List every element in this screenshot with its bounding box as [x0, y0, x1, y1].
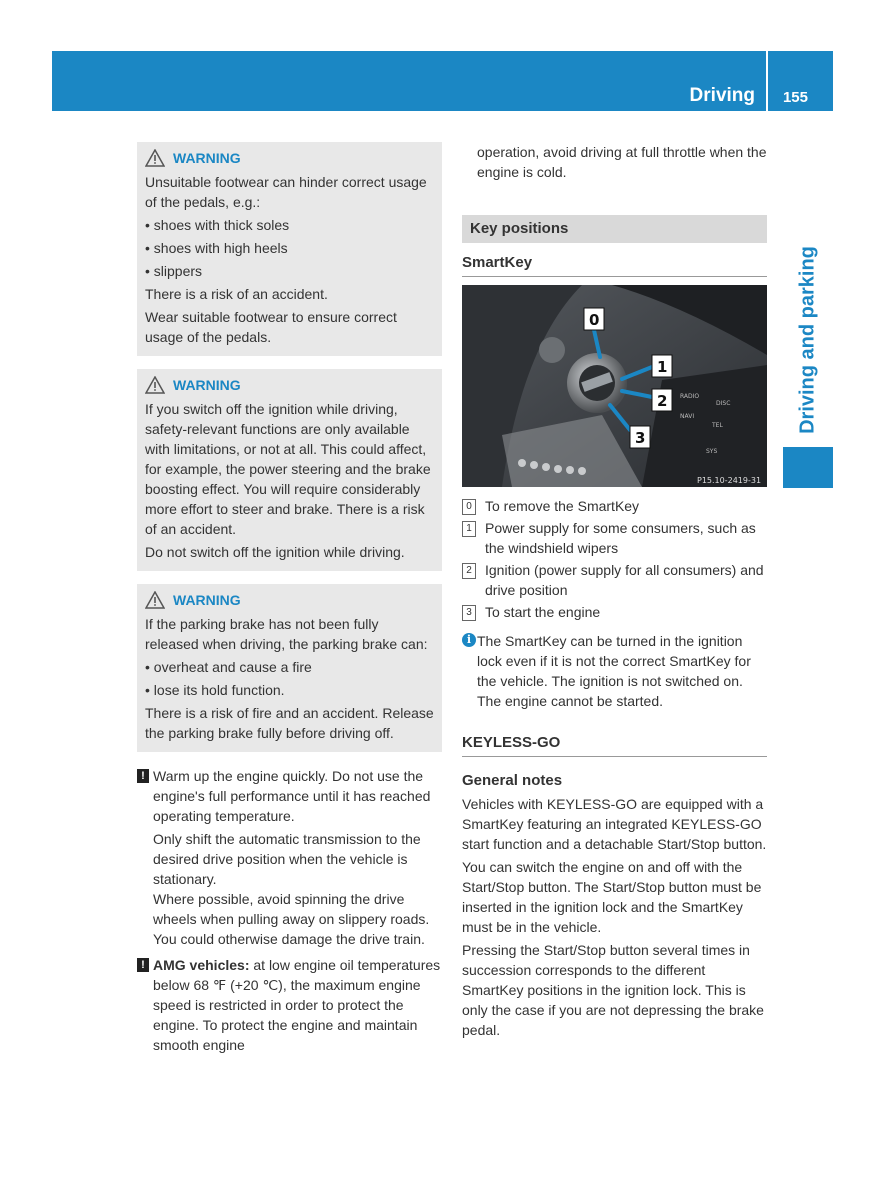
- note-text: Warm up the engine quickly. Do not use the engine's full performance until it has reached operating temperature.: [153, 768, 431, 824]
- general-notes-heading: General notes: [462, 772, 563, 789]
- note-paragraph: [137, 766, 442, 826]
- section-heading: Key positions: [462, 215, 767, 243]
- keyless-go-heading: KEYLESS-GO: [462, 733, 767, 757]
- position-label-2: 2: [657, 392, 668, 410]
- note-text: at low engine oil temperatures below 68 ℉ (+20 ℃), the maximum engine speed is restricted in order to protect the engine. To protect the engine and maintain smooth engine: [153, 957, 441, 1053]
- info-text: The SmartKey can be turned in the ignition lock even if it is not the correct SmartKey for the vehicle. The ignition is not switched on. The engine cannot be started.: [477, 633, 751, 709]
- header-divider: [766, 51, 768, 111]
- warning-list: [145, 657, 434, 700]
- warning-text: If the parking brake has not been fully released when driving, the parking brake can:: [145, 616, 428, 652]
- position-label-0: 0: [589, 311, 600, 329]
- list-item: • overheat and cause a fire: [145, 659, 312, 675]
- warning-box-parking-brake: [137, 584, 442, 752]
- disc-button-label: DISC: [716, 400, 731, 407]
- info-note: [462, 631, 767, 711]
- body-text: Pressing the Start/Stop button several times in succession corresponds to the different SmartKey positions in the ignition lock. This is only the case if you are not depressing the brake pedal.: [462, 942, 764, 1038]
- note-block-warmup: [137, 766, 442, 949]
- position-text: To remove the SmartKey: [485, 498, 640, 514]
- ignition-photo: [462, 285, 767, 487]
- exclamation-icon: !: [137, 769, 149, 783]
- position-label-1: 1: [657, 358, 668, 376]
- warning-box-footwear: [137, 142, 442, 356]
- position-label-3: 3: [635, 429, 646, 447]
- position-number: 1: [462, 521, 476, 537]
- warning-text: There is a risk of fire and an accident. Release the parking brake fully before driving off.: [145, 705, 434, 741]
- position-text: Ignition (power supply for all consumers) and drive position: [485, 562, 764, 598]
- side-tab-marker: [783, 447, 833, 488]
- page-header: [52, 51, 833, 111]
- sys-button-label: SYS: [706, 448, 718, 455]
- body-text: Vehicles with KEYLESS-GO are equipped with a SmartKey featuring an integrated KEYLESS-GO start function and a detachable Start/Stop button.: [462, 796, 767, 852]
- warning-box-ignition: [137, 369, 442, 571]
- subsection-heading: SmartKey: [462, 253, 767, 277]
- warning-title: WARNING: [173, 377, 241, 393]
- list-item: • shoes with high heels: [145, 240, 288, 256]
- list-item: [462, 496, 767, 516]
- warning-triangle-icon: [145, 149, 165, 167]
- warning-text: If you switch off the ignition while driving, safety-relevant functions are only available with limitations, or not at all. This could affect, for example, the power steering and the brake boosting effect. You will require considerably more effort to steer and brake. There is a risk of an accident.: [145, 401, 431, 537]
- list-item: • slippers: [145, 263, 203, 279]
- position-list: [462, 496, 767, 622]
- warning-text: Wear suitable footwear to ensure correct usage of the pedals.: [145, 309, 397, 345]
- warning-text: Do not switch off the ignition while driving.: [145, 544, 405, 560]
- warning-list: [145, 215, 434, 281]
- note-block-amg: [137, 955, 442, 1055]
- right-column: [462, 142, 767, 1040]
- note-bold-label: AMG vehicles:: [153, 957, 250, 973]
- position-text: Power supply for some consumers, such as the windshield wipers: [485, 520, 756, 556]
- list-item: • lose its hold function.: [145, 682, 285, 698]
- warning-title: WARNING: [173, 150, 241, 166]
- position-number: 2: [462, 563, 476, 579]
- radio-button-label: RADIO: [680, 393, 700, 400]
- list-item: [462, 602, 767, 622]
- note-text: Only shift the automatic transmission to the desired drive position when the vehicle is stationary.: [153, 831, 421, 887]
- list-item: [462, 518, 767, 558]
- warning-header: [145, 590, 434, 610]
- warning-title: WARNING: [173, 592, 241, 608]
- side-tab-label: Driving and parking: [796, 246, 819, 434]
- tel-button-label: TEL: [712, 422, 723, 429]
- page-number: 155: [782, 89, 808, 106]
- position-number: 0: [462, 499, 476, 515]
- warning-triangle-icon: [145, 376, 165, 394]
- info-icon: i: [462, 633, 476, 647]
- list-item: [462, 560, 767, 600]
- side-tab: [783, 235, 833, 445]
- warning-triangle-icon: [145, 591, 165, 609]
- exclamation-icon: !: [137, 958, 149, 972]
- body-text: You can switch the engine on and off with the Start/Stop button. The Start/Stop button must be inserted in the ignition lock and the SmartKey must be in the vehicle.: [462, 859, 762, 935]
- position-number: 3: [462, 605, 476, 621]
- chapter-title: Driving: [689, 85, 755, 106]
- ignition-illustration: [462, 285, 767, 487]
- warning-text: There is a risk of an accident.: [145, 286, 328, 302]
- continuation-text: operation, avoid driving at full throttle when the engine is cold.: [477, 144, 767, 180]
- image-code: P15.10-2419-31: [697, 476, 762, 485]
- left-column: [137, 142, 442, 1058]
- warning-header: [145, 148, 434, 168]
- note-text: Where possible, avoid spinning the drive wheels when pulling away on slippery roads. You could otherwise damage the drive train.: [153, 891, 430, 947]
- list-item: • shoes with thick soles: [145, 217, 290, 233]
- position-text: To start the engine: [485, 604, 601, 620]
- warning-header: [145, 375, 434, 395]
- navi-button-label: NAVI: [680, 413, 695, 420]
- warning-text: Unsuitable footwear can hinder correct usage of the pedals, e.g.:: [145, 174, 427, 210]
